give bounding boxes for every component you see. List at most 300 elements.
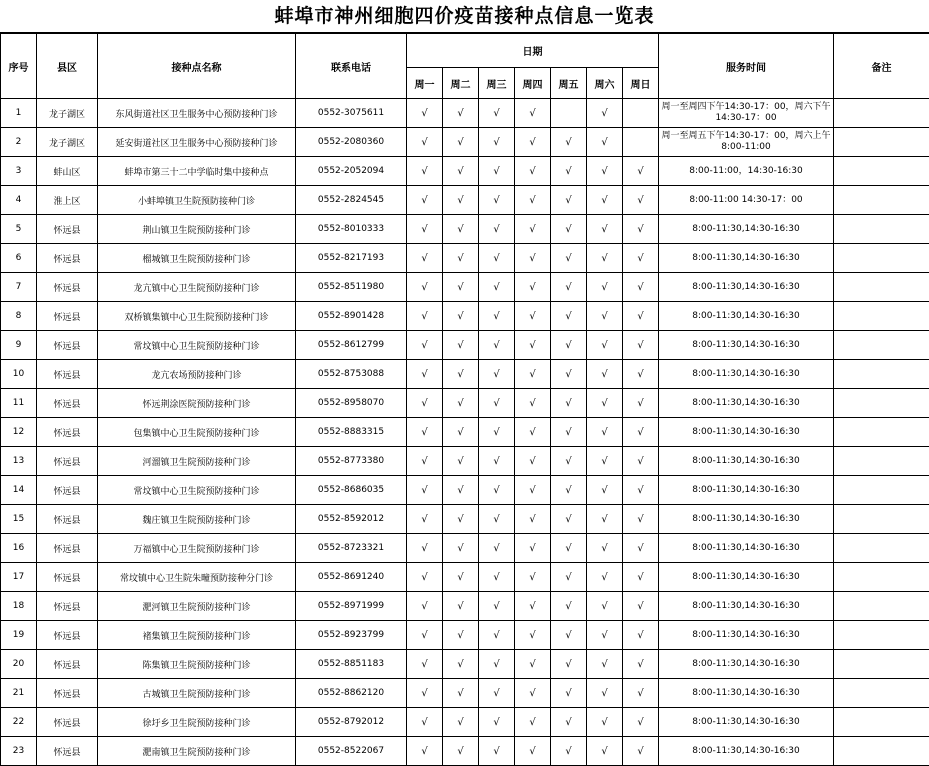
row-phone: 0552-8723321 <box>296 534 407 563</box>
day-cell-fri <box>551 331 587 360</box>
check-mark-icon: √ <box>457 310 464 322</box>
day-cell-fri <box>551 186 587 215</box>
day-cell-fri <box>551 534 587 563</box>
day-cell-thu <box>515 505 551 534</box>
day-cell-sat <box>587 621 623 650</box>
row-site-name: 荆山镇卫生院预防接种门诊 <box>98 215 296 244</box>
day-cell-sun <box>623 418 659 447</box>
check-mark-icon: √ <box>493 629 500 641</box>
day-cell-wed <box>479 563 515 592</box>
check-mark-icon: √ <box>421 368 428 380</box>
day-cell-thu <box>515 273 551 302</box>
check-mark-icon: √ <box>421 397 428 409</box>
check-mark-icon: √ <box>421 716 428 728</box>
check-mark-icon: √ <box>457 716 464 728</box>
row-service-time: 8:00-11:30,14:30-16:30 <box>659 215 834 244</box>
table-row <box>1 331 929 360</box>
check-mark-icon: √ <box>529 281 536 293</box>
day-cell-sun <box>623 99 659 128</box>
day-cell-sat <box>587 418 623 447</box>
day-cell-mon <box>407 592 443 621</box>
row-service-time: 8:00-11:30,14:30-16:30 <box>659 302 834 331</box>
check-mark-icon: √ <box>637 658 644 670</box>
day-cell-wed <box>479 244 515 273</box>
check-mark-icon: √ <box>637 339 644 351</box>
day-cell-thu <box>515 215 551 244</box>
day-cell-tue <box>443 592 479 621</box>
row-phone: 0552-8923799 <box>296 621 407 650</box>
day-cell-fri <box>551 505 587 534</box>
row-site-name: 龙亢镇中心卫生院预防接种门诊 <box>98 273 296 302</box>
check-mark-icon: √ <box>601 252 608 264</box>
check-mark-icon: √ <box>457 194 464 206</box>
day-cell-wed <box>479 99 515 128</box>
day-cell-mon <box>407 476 443 505</box>
header-day-wed: 周三 <box>479 68 515 99</box>
day-cell-sun <box>623 215 659 244</box>
row-note <box>834 128 929 157</box>
day-cell-thu <box>515 563 551 592</box>
header-day-mon: 周一 <box>407 68 443 99</box>
row-site-name: 包集镇中心卫生院预防接种门诊 <box>98 418 296 447</box>
day-cell-sun <box>623 476 659 505</box>
check-mark-icon: √ <box>493 194 500 206</box>
check-mark-icon: √ <box>457 513 464 525</box>
day-cell-tue <box>443 708 479 737</box>
row-note <box>834 186 929 215</box>
row-phone: 0552-8971999 <box>296 592 407 621</box>
check-mark-icon: √ <box>457 368 464 380</box>
day-cell-fri <box>551 215 587 244</box>
check-mark-icon: √ <box>493 658 500 670</box>
day-cell-mon <box>407 737 443 766</box>
table-row <box>1 302 929 331</box>
check-mark-icon: √ <box>565 281 572 293</box>
day-cell-sat <box>587 592 623 621</box>
check-mark-icon: √ <box>493 339 500 351</box>
check-mark-icon: √ <box>565 368 572 380</box>
check-mark-icon: √ <box>601 658 608 670</box>
row-phone: 0552-8691240 <box>296 563 407 592</box>
day-cell-wed <box>479 708 515 737</box>
check-mark-icon: √ <box>601 223 608 235</box>
check-mark-icon: √ <box>637 194 644 206</box>
row-service-time: 8:00-11:30,14:30-16:30 <box>659 621 834 650</box>
row-note <box>834 621 929 650</box>
table-row <box>1 128 929 157</box>
row-note <box>834 389 929 418</box>
day-cell-fri <box>551 621 587 650</box>
row-phone: 0552-8792012 <box>296 708 407 737</box>
day-cell-tue <box>443 737 479 766</box>
day-cell-sat <box>587 708 623 737</box>
check-mark-icon: √ <box>529 165 536 177</box>
row-district: 怀远县 <box>37 505 98 534</box>
row-service-time: 8:00-11:30,14:30-16:30 <box>659 389 834 418</box>
row-phone: 0552-8862120 <box>296 679 407 708</box>
table-row <box>1 505 929 534</box>
check-mark-icon: √ <box>529 368 536 380</box>
row-number: 4 <box>1 186 37 215</box>
check-mark-icon: √ <box>493 107 500 119</box>
check-mark-icon: √ <box>457 165 464 177</box>
day-cell-wed <box>479 737 515 766</box>
row-note <box>834 273 929 302</box>
check-mark-icon: √ <box>565 310 572 322</box>
row-phone: 0552-2824545 <box>296 186 407 215</box>
day-cell-sun <box>623 592 659 621</box>
day-cell-fri <box>551 157 587 186</box>
day-cell-thu <box>515 592 551 621</box>
day-cell-fri <box>551 302 587 331</box>
row-number: 20 <box>1 650 37 679</box>
row-site-name: 蚌埠市第三十二中学临时集中接种点 <box>98 157 296 186</box>
check-mark-icon: √ <box>601 687 608 699</box>
day-cell-thu <box>515 389 551 418</box>
day-cell-sun <box>623 447 659 476</box>
header-day-thu: 周四 <box>515 68 551 99</box>
check-mark-icon: √ <box>421 426 428 438</box>
day-cell-sun <box>623 650 659 679</box>
check-mark-icon: √ <box>457 745 464 757</box>
check-mark-icon: √ <box>457 397 464 409</box>
day-cell-wed <box>479 650 515 679</box>
day-cell-fri <box>551 592 587 621</box>
check-mark-icon: √ <box>637 426 644 438</box>
row-service-time: 8:00-11:30,14:30-16:30 <box>659 360 834 389</box>
check-mark-icon: √ <box>565 136 572 148</box>
check-mark-icon: √ <box>601 629 608 641</box>
day-cell-thu <box>515 99 551 128</box>
check-mark-icon: √ <box>637 716 644 728</box>
header-note: 备注 <box>834 34 929 99</box>
header-phone: 联系电话 <box>296 34 407 99</box>
row-phone: 0552-8217193 <box>296 244 407 273</box>
day-cell-mon <box>407 186 443 215</box>
day-cell-fri <box>551 360 587 389</box>
check-mark-icon: √ <box>565 571 572 583</box>
day-cell-wed <box>479 273 515 302</box>
check-mark-icon: √ <box>421 484 428 496</box>
check-mark-icon: √ <box>601 397 608 409</box>
check-mark-icon: √ <box>421 223 428 235</box>
header-day-sun: 周日 <box>623 68 659 99</box>
row-note <box>834 157 929 186</box>
row-number: 2 <box>1 128 37 157</box>
day-cell-fri <box>551 418 587 447</box>
day-cell-sun <box>623 331 659 360</box>
day-cell-mon <box>407 360 443 389</box>
day-cell-sat <box>587 186 623 215</box>
check-mark-icon: √ <box>601 745 608 757</box>
check-mark-icon: √ <box>493 136 500 148</box>
day-cell-wed <box>479 331 515 360</box>
check-mark-icon: √ <box>493 687 500 699</box>
check-mark-icon: √ <box>457 571 464 583</box>
row-district: 蚌山区 <box>37 157 98 186</box>
day-cell-fri <box>551 447 587 476</box>
row-number: 8 <box>1 302 37 331</box>
day-cell-tue <box>443 331 479 360</box>
row-note <box>834 418 929 447</box>
check-mark-icon: √ <box>421 107 428 119</box>
day-cell-wed <box>479 476 515 505</box>
check-mark-icon: √ <box>457 542 464 554</box>
day-cell-thu <box>515 244 551 273</box>
table-row <box>1 418 929 447</box>
row-site-name: 万福镇中心卫生院预防接种门诊 <box>98 534 296 563</box>
check-mark-icon: √ <box>421 194 428 206</box>
row-district: 淮上区 <box>37 186 98 215</box>
row-phone: 0552-8773380 <box>296 447 407 476</box>
row-district: 龙子湖区 <box>37 99 98 128</box>
row-note <box>834 99 929 128</box>
table-row <box>1 244 929 273</box>
check-mark-icon: √ <box>421 571 428 583</box>
day-cell-wed <box>479 157 515 186</box>
check-mark-icon: √ <box>529 107 536 119</box>
check-mark-icon: √ <box>421 513 428 525</box>
table-row <box>1 447 929 476</box>
header-district: 县区 <box>37 34 98 99</box>
check-mark-icon: √ <box>601 281 608 293</box>
check-mark-icon: √ <box>637 513 644 525</box>
row-note <box>834 244 929 273</box>
check-mark-icon: √ <box>637 310 644 322</box>
day-cell-thu <box>515 476 551 505</box>
check-mark-icon: √ <box>493 397 500 409</box>
check-mark-icon: √ <box>601 107 608 119</box>
check-mark-icon: √ <box>601 368 608 380</box>
check-mark-icon: √ <box>637 165 644 177</box>
day-cell-sun <box>623 244 659 273</box>
row-site-name: 小蚌埠镇卫生院预防接种门诊 <box>98 186 296 215</box>
row-number: 17 <box>1 563 37 592</box>
day-cell-wed <box>479 302 515 331</box>
day-cell-fri <box>551 99 587 128</box>
row-note <box>834 447 929 476</box>
day-cell-sat <box>587 215 623 244</box>
row-district: 怀远县 <box>37 244 98 273</box>
day-cell-fri <box>551 273 587 302</box>
row-number: 21 <box>1 679 37 708</box>
check-mark-icon: √ <box>421 281 428 293</box>
row-phone: 0552-8010333 <box>296 215 407 244</box>
day-cell-sun <box>623 360 659 389</box>
check-mark-icon: √ <box>565 455 572 467</box>
table-row <box>1 99 929 128</box>
check-mark-icon: √ <box>421 629 428 641</box>
day-cell-sun <box>623 302 659 331</box>
day-cell-fri <box>551 389 587 418</box>
day-cell-thu <box>515 679 551 708</box>
check-mark-icon: √ <box>529 571 536 583</box>
row-service-time: 8:00-11:30,14:30-16:30 <box>659 737 834 766</box>
day-cell-fri <box>551 679 587 708</box>
check-mark-icon: √ <box>601 542 608 554</box>
row-note <box>834 331 929 360</box>
day-cell-sat <box>587 679 623 708</box>
day-cell-mon <box>407 273 443 302</box>
row-number: 9 <box>1 331 37 360</box>
row-district: 怀远县 <box>37 302 98 331</box>
day-cell-fri <box>551 708 587 737</box>
table-row <box>1 186 929 215</box>
day-cell-wed <box>479 505 515 534</box>
row-district: 怀远县 <box>37 737 98 766</box>
day-cell-sat <box>587 128 623 157</box>
row-note <box>834 592 929 621</box>
table-row <box>1 621 929 650</box>
row-number: 6 <box>1 244 37 273</box>
day-cell-tue <box>443 679 479 708</box>
row-service-time: 8:00-11:30,14:30-16:30 <box>659 273 834 302</box>
check-mark-icon: √ <box>637 223 644 235</box>
day-cell-mon <box>407 157 443 186</box>
day-cell-sun <box>623 708 659 737</box>
check-mark-icon: √ <box>529 745 536 757</box>
row-phone: 0552-8592012 <box>296 505 407 534</box>
check-mark-icon: √ <box>565 745 572 757</box>
row-service-time: 8:00-11:30,14:30-16:30 <box>659 418 834 447</box>
day-cell-mon <box>407 331 443 360</box>
check-mark-icon: √ <box>421 600 428 612</box>
day-cell-mon <box>407 128 443 157</box>
day-cell-wed <box>479 360 515 389</box>
check-mark-icon: √ <box>493 484 500 496</box>
day-cell-wed <box>479 534 515 563</box>
row-site-name: 榴城镇卫生院预防接种门诊 <box>98 244 296 273</box>
check-mark-icon: √ <box>493 716 500 728</box>
row-number: 15 <box>1 505 37 534</box>
check-mark-icon: √ <box>637 629 644 641</box>
check-mark-icon: √ <box>529 484 536 496</box>
check-mark-icon: √ <box>637 368 644 380</box>
check-mark-icon: √ <box>529 542 536 554</box>
day-cell-mon <box>407 563 443 592</box>
check-mark-icon: √ <box>637 571 644 583</box>
check-mark-icon: √ <box>637 600 644 612</box>
row-district: 怀远县 <box>37 418 98 447</box>
day-cell-tue <box>443 563 479 592</box>
day-cell-mon <box>407 244 443 273</box>
day-cell-mon <box>407 679 443 708</box>
row-note <box>834 563 929 592</box>
day-cell-sat <box>587 737 623 766</box>
page-title: 蚌埠市神州细胞四价疫苗接种点信息一览表 <box>0 0 929 33</box>
check-mark-icon: √ <box>457 658 464 670</box>
table-row <box>1 737 929 766</box>
check-mark-icon: √ <box>529 136 536 148</box>
day-cell-mon <box>407 447 443 476</box>
check-mark-icon: √ <box>637 281 644 293</box>
day-cell-wed <box>479 389 515 418</box>
row-site-name: 怀远荆涂医院预防接种门诊 <box>98 389 296 418</box>
check-mark-icon: √ <box>529 426 536 438</box>
row-note <box>834 708 929 737</box>
row-service-time: 8:00-11:30,14:30-16:30 <box>659 592 834 621</box>
day-cell-mon <box>407 302 443 331</box>
check-mark-icon: √ <box>493 252 500 264</box>
day-cell-thu <box>515 708 551 737</box>
row-number: 1 <box>1 99 37 128</box>
row-note <box>834 215 929 244</box>
header-service-time: 服务时间 <box>659 34 834 99</box>
row-note <box>834 737 929 766</box>
row-note <box>834 476 929 505</box>
check-mark-icon: √ <box>637 745 644 757</box>
check-mark-icon: √ <box>601 455 608 467</box>
check-mark-icon: √ <box>601 310 608 322</box>
row-number: 18 <box>1 592 37 621</box>
check-mark-icon: √ <box>565 542 572 554</box>
row-note <box>834 679 929 708</box>
check-mark-icon: √ <box>637 397 644 409</box>
day-cell-sat <box>587 360 623 389</box>
check-mark-icon: √ <box>637 252 644 264</box>
row-number: 19 <box>1 621 37 650</box>
row-site-name: 常坟镇中心卫生院朱疃预防接种分门诊 <box>98 563 296 592</box>
day-cell-thu <box>515 737 551 766</box>
check-mark-icon: √ <box>565 629 572 641</box>
day-cell-fri <box>551 563 587 592</box>
table-row <box>1 273 929 302</box>
row-phone: 0552-8686035 <box>296 476 407 505</box>
check-mark-icon: √ <box>493 165 500 177</box>
check-mark-icon: √ <box>529 397 536 409</box>
row-site-name: 魏庄镇卫生院预防接种门诊 <box>98 505 296 534</box>
day-cell-sat <box>587 302 623 331</box>
row-number: 11 <box>1 389 37 418</box>
day-cell-mon <box>407 389 443 418</box>
row-district: 怀远县 <box>37 273 98 302</box>
check-mark-icon: √ <box>601 571 608 583</box>
check-mark-icon: √ <box>457 107 464 119</box>
table-row <box>1 215 929 244</box>
table-row <box>1 563 929 592</box>
row-service-time: 周一至周五下午14:30-17：00，周六上午8:00-11:00 <box>659 128 834 157</box>
day-cell-mon <box>407 650 443 679</box>
header-day-fri: 周五 <box>551 68 587 99</box>
row-district: 怀远县 <box>37 389 98 418</box>
check-mark-icon: √ <box>565 165 572 177</box>
day-cell-wed <box>479 679 515 708</box>
row-district: 怀远县 <box>37 650 98 679</box>
row-service-time: 8:00-11:30,14:30-16:30 <box>659 534 834 563</box>
check-mark-icon: √ <box>529 513 536 525</box>
row-district: 怀远县 <box>37 360 98 389</box>
row-number: 22 <box>1 708 37 737</box>
row-site-name: 淝南镇卫生院预防接种门诊 <box>98 737 296 766</box>
row-number: 5 <box>1 215 37 244</box>
header-site: 接种点名称 <box>98 34 296 99</box>
row-note <box>834 302 929 331</box>
day-cell-tue <box>443 534 479 563</box>
check-mark-icon: √ <box>565 513 572 525</box>
day-cell-wed <box>479 128 515 157</box>
row-district: 怀远县 <box>37 621 98 650</box>
day-cell-sun <box>623 128 659 157</box>
row-site-name: 古城镇卫生院预防接种门诊 <box>98 679 296 708</box>
check-mark-icon: √ <box>457 281 464 293</box>
check-mark-icon: √ <box>421 252 428 264</box>
check-mark-icon: √ <box>493 600 500 612</box>
table-row <box>1 592 929 621</box>
day-cell-sun <box>623 621 659 650</box>
day-cell-sun <box>623 186 659 215</box>
vaccination-sites-table <box>0 33 929 766</box>
day-cell-sun <box>623 534 659 563</box>
